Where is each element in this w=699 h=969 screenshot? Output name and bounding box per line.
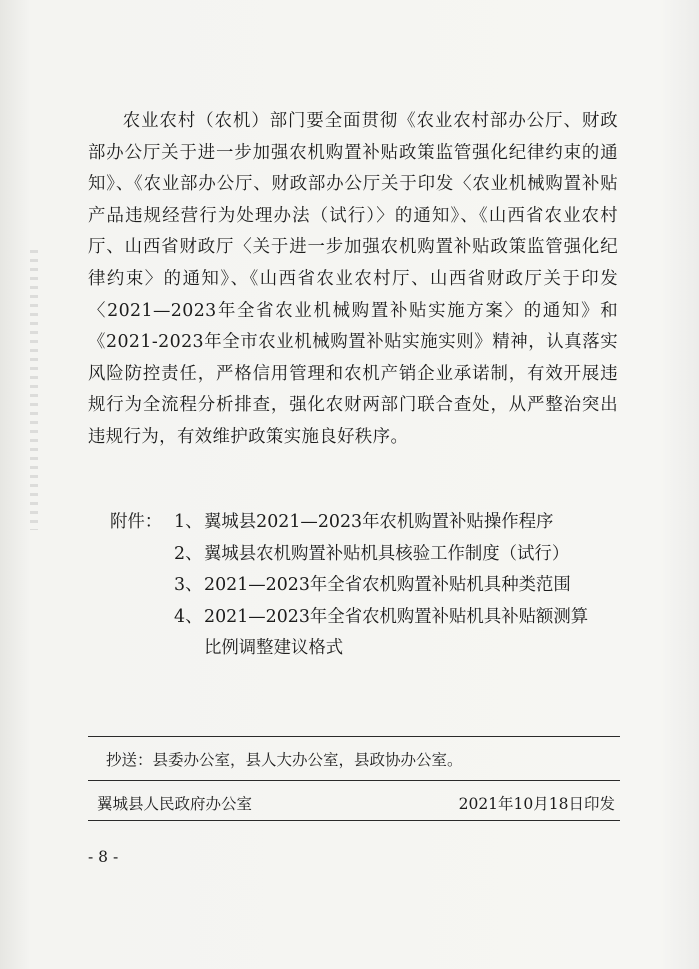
attachment-title: 2021—2023年全省农机购置补贴机具种类范围 — [204, 575, 571, 596]
attachment-title: 2021—2023年全省农机购置补贴机具补贴额测算 — [204, 606, 589, 627]
attachment-title-continuation: 比例调整建议格式 — [204, 638, 344, 659]
attachments-block — [110, 507, 620, 665]
divider-bottom — [88, 820, 620, 821]
scan-artifact — [30, 250, 38, 530]
divider-top — [88, 736, 620, 737]
divider-middle — [88, 780, 620, 781]
attachment-item — [174, 570, 620, 602]
attachment-number: 4、 — [174, 606, 203, 627]
main-body — [88, 106, 618, 454]
attachment-number: 3、 — [174, 575, 203, 596]
attachment-number: 2、 — [174, 543, 203, 564]
attachment-item — [174, 539, 620, 571]
attachment-title: 翼城县2021—2023年农机购置补贴操作程序 — [204, 512, 554, 532]
attachment-item — [174, 602, 620, 634]
attachment-number: 1、 — [174, 512, 203, 532]
body-paragraph: 农业农村（农机）部门要全面贯彻《农业农村部办公厅、财政部办公厅关于进一步加强农机购置补贴政策监管强化纪律约束的通知》、《农业部办公厅、财政部办公厅关于印发〈农业机械购置补贴产品违规经营行为处理办法（试行）〉的通知》、《山西省农业农村厅、山西省财政厅〈关于进一步加强农机购置补贴政策监管强化纪律约束〉的通知》、《山西省农业农村厅、山西省财政厅关于印发〈2021—2023年全省农业机械购置补贴实施方案〉的通知》和《2021-2023年全市农业机械购置补贴实施实则》精神，认真落实风险防控责任，严格信用管理和农机产销企业承诺制，有效开展违规行为全流程分析排查，强化农财两部门联合查处，从严整治突出违规行为，有效维护政策实施良好秩序。 — [88, 111, 618, 447]
attachments-label: 附件： — [110, 512, 163, 532]
attachment-item — [174, 507, 620, 539]
issue-date: 2021年10月18日印发 — [458, 795, 615, 813]
page-number: - 8 - — [88, 848, 119, 866]
attachment-title: 翼城县农机购置补贴机具核验工作制度（试行） — [204, 543, 570, 564]
issuing-office: 翼城县人民政府办公室 — [97, 795, 253, 813]
cc-line: 抄送：县委办公室，县人大办公室，县政协办公室。 — [106, 751, 463, 769]
